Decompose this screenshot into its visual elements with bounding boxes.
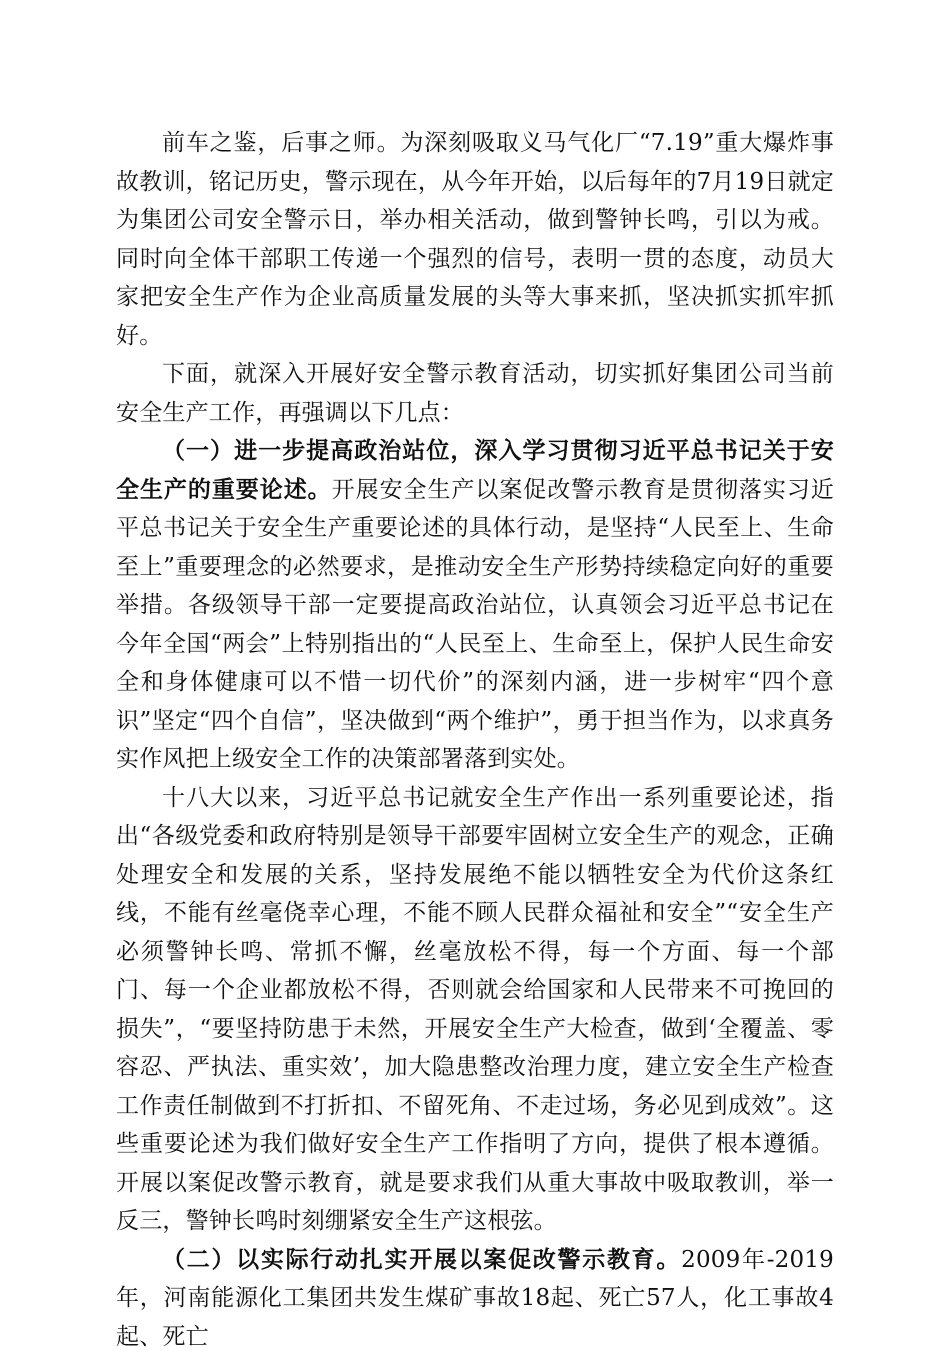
section-heading: （二）以实际行动扎实开展以案促改警示教育。: [162, 1247, 681, 1273]
section-heading: （一）进一步提高政治站位，深入学习贯彻习近平总书记关于安全生产的重要论述。: [116, 438, 834, 503]
paragraph-text: 前车之鉴，后事之师。为深刻吸取义马气化厂“7.19”重大爆炸事故教训，铭记历史，警示现在，从今年开始，以后每年的7月19日就定为集团公司安全警示日，举办相关活动，做到警钟长鸣，引以为戒。同时向全体干部职工传递一个强烈的信号，表明一贯的态度，动员大家把安全生产作为企业高质量发展的头等大事来抓，坚决抓实抓牢抓好。: [116, 130, 834, 349]
paragraph-text: 2009年-2019年，河南能源化工集团共发生煤矿事故18起、死亡57人，化工事故4起、死亡: [116, 1247, 834, 1350]
paragraph-text: 十八大以来，习近平总书记就安全生产作出一系列重要论述，指出“各级党委和政府特别是领导干部要牢固树立安全生产的观念，正确处理安全和发展的关系，坚持发展绝不能以牺牲安全为代价这条红线，不能有丝毫侥幸心理，不能不顾人民群众福祉和安全”“安全生产必须警钟长鸣、常抓不懈，丝毫放松不得，每一个方面、每一个部门、每一个企业都放松不得，否则就会给国家和人民带来不可挽回的损失”，“要坚持防患于未然，开展安全生产大检查，做到‘全覆盖、零容忍、严执法、重实效’，加大隐患整改治理力度，建立安全生产检查工作责任制做到不打折扣、不留死角、不走过场，务必见到成效”。这些重要论述为我们做好安全生产工作指明了方向，提供了根本遵循。开展以案促改警示教育，就是要求我们从重大事故中吸取教训，举一反三，警钟长鸣时刻绷紧安全生产这根弦。: [116, 785, 834, 1235]
document-body: [116, 124, 834, 1356]
paragraph-transition: [116, 355, 834, 432]
paragraph-text: 开展安全生产以案促改警示教育是贯彻落实习近平总书记关于安全生产重要论述的具体行动，是坚持“人民至上、生命至上”重要理念的必然要求，是推动安全生产形势持续稳定向好的重要举措。各级领导干部一定要提高政治站位，认真领会习近平总书记在今年全国“两会”上特别指出的“人民至上、生命至上，保护人民生命安全和身体健康可以不惜一切代价”的深刻内涵，进一步树牢“四个意识”坚定“四个自信”，坚决做到“两个维护”，勇于担当作为，以求真务实作风把上级安全工作的决策部署落到实处。: [116, 477, 834, 773]
paragraph-section-one: [116, 432, 834, 779]
paragraph-intro: [116, 124, 834, 355]
paragraph-quotes: [116, 779, 834, 1241]
paragraph-section-two: [116, 1241, 834, 1356]
paragraph-text: 下面，就深入开展好安全警示教育活动，切实抓好集团公司当前安全生产工作，再强调以下几点：: [116, 361, 834, 426]
